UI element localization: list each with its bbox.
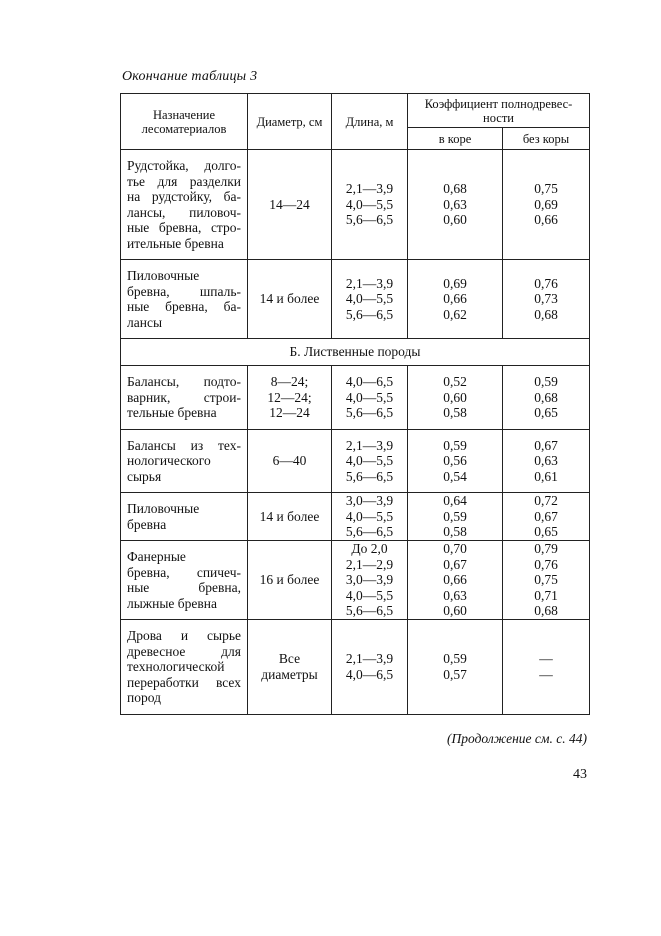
length-value: 4,0—5,5 [345, 196, 394, 212]
header-no-bark: без коры [503, 128, 590, 150]
diameter-value: 16 и более [259, 572, 320, 588]
coef-bark-values [408, 620, 503, 715]
table-caption: Окончание таблицы 3 [122, 69, 258, 84]
coef-no-bark-value: 0,79 [534, 541, 558, 557]
diameter-value: 12—24; [267, 389, 312, 405]
coef-bark-value: 0,70 [443, 541, 467, 557]
length-value: 4,0—5,5 [345, 389, 394, 405]
timber-purpose-line: переработки всех [127, 674, 241, 690]
diameter-values [248, 429, 332, 493]
coef-no-bark-value: 0,68 [534, 306, 558, 322]
length-value: 5,6—6,5 [345, 212, 394, 228]
coef-no-bark-value: 0,76 [534, 275, 558, 291]
table-row [121, 366, 590, 430]
timber-purpose-line: технологической [127, 659, 225, 674]
coef-no-bark-values [503, 366, 590, 430]
timber-purpose-line: пород [127, 690, 161, 705]
coef-no-bark-value: 0,67 [534, 437, 558, 453]
header-bark: в коре [408, 128, 503, 150]
length-value: 4,0—5,5 [345, 587, 394, 603]
length-value: 2,1—2,9 [345, 556, 394, 572]
length-value: 4,0—5,5 [345, 508, 394, 524]
coef-bark-value: 0,56 [443, 453, 467, 468]
continuation-note: (Продолжение см. с. 44) [447, 731, 587, 746]
page-number: 43 [573, 767, 587, 782]
coef-bark-value: 0,52 [443, 374, 467, 389]
diameter-values [248, 366, 332, 430]
length-value: 5,6—6,5 [345, 603, 394, 619]
timber-purpose [121, 150, 248, 260]
length-value: 2,1—3,9 [345, 651, 394, 667]
coef-bark-value: 0,66 [443, 291, 467, 307]
length-values [332, 150, 408, 260]
length-value: 4,0—6,5 [345, 374, 394, 389]
coef-bark-value: 0,60 [443, 603, 467, 619]
timber-purpose-line: бревна, спичеч- [127, 564, 241, 580]
section-row [121, 339, 590, 366]
coef-no-bark-values [503, 260, 590, 339]
diameter-values [248, 620, 332, 715]
coef-bark-value: 0,68 [443, 181, 467, 197]
length-values [332, 260, 408, 339]
length-value: 5,6—6,5 [345, 405, 394, 420]
timber-purpose-line: Фанерные [127, 549, 186, 564]
coef-bark-value: 0,59 [443, 651, 467, 667]
length-value: 4,0—6,5 [345, 666, 394, 682]
diameter-value: 8—24; [270, 374, 309, 389]
length-value: 4,0—5,5 [345, 453, 394, 468]
coef-no-bark-value: 0,59 [534, 374, 558, 389]
coef-no-bark-value: 0,65 [534, 524, 558, 540]
coef-bark-values [408, 260, 503, 339]
timber-purpose-line: лансы [127, 314, 163, 330]
table-row [121, 429, 590, 493]
diameter-value: диаметры [261, 666, 318, 682]
length-value: До 2,0 [351, 541, 388, 557]
coef-no-bark-value: 0,72 [534, 493, 558, 509]
timber-purpose-line: Балансы из тех- [127, 437, 241, 453]
coef-no-bark-value: 0,75 [534, 181, 558, 197]
coef-bark-value: 0,59 [443, 437, 467, 453]
timber-purpose-line: Дрова и сырье [127, 628, 241, 643]
timber-purpose [121, 620, 248, 715]
timber-purpose-line: Пиловочные [127, 268, 200, 283]
coef-no-bark-value: 0,69 [534, 196, 558, 212]
diameter-values [248, 541, 332, 620]
coef-no-bark-value: 0,73 [534, 291, 558, 307]
coef-bark-values [408, 150, 503, 260]
coef-no-bark-value: 0,68 [534, 389, 558, 405]
coef-bark-value: 0,60 [443, 212, 467, 228]
diameter-value: Все [278, 651, 301, 667]
table-row [121, 493, 590, 541]
timber-purpose-line: бревна, шпаль- [127, 283, 241, 299]
length-value: 2,1—3,9 [345, 181, 394, 197]
timber-purpose-line: древесное для [127, 643, 241, 659]
diameter-value: 14—24 [269, 196, 310, 212]
coef-no-bark-value: 0,71 [534, 587, 558, 603]
coef-no-bark-value: 0,65 [534, 405, 558, 420]
timber-purpose-line: варник, строи- [127, 389, 241, 405]
coef-bark-values [408, 541, 503, 620]
diameter-value: 6—40 [272, 453, 307, 468]
coef-no-bark-values [503, 541, 590, 620]
timber-purpose-line: ные бревна, ба- [127, 299, 241, 314]
length-values [332, 429, 408, 493]
coef-bark-value: 0,54 [443, 468, 467, 484]
diameter-value: 14 и более [259, 291, 320, 307]
diameter-value: 12—24 [269, 405, 310, 420]
timber-purpose-line: сырья [127, 468, 162, 484]
coef-no-bark-value: 0,66 [534, 212, 558, 228]
timber-purpose [121, 493, 248, 541]
timber-purpose-line: на рудстойку, ба- [127, 189, 241, 204]
coef-bark-values [408, 366, 503, 430]
table-row [121, 541, 590, 620]
coef-bark-value: 0,67 [443, 556, 467, 572]
coef-no-bark-values [503, 429, 590, 493]
coef-no-bark-value: — [539, 651, 553, 667]
coef-bark-values [408, 493, 503, 541]
timber-purpose-line: лансы, пиловоч- [127, 204, 241, 220]
timber-purpose-line: лыжные бревна [127, 595, 217, 611]
timber-purpose-line: нологического [127, 453, 211, 468]
coef-no-bark-value: — [539, 666, 553, 682]
table-row [121, 260, 590, 339]
table-row [121, 620, 590, 715]
length-values [332, 541, 408, 620]
timber-purpose [121, 541, 248, 620]
timber-purpose-line: бревна [127, 516, 167, 532]
timber-purpose [121, 429, 248, 493]
header-coefficient: Коэффициент полнодревес-ности [408, 94, 590, 128]
table-row [121, 150, 590, 260]
timber-purpose-line: ительные бревна [127, 235, 224, 251]
length-value: 5,6—6,5 [345, 306, 394, 322]
timber-purpose-line: ные бревна, стро- [127, 220, 241, 235]
coef-bark-value: 0,64 [443, 493, 467, 509]
timber-purpose-line: Рудстойка, долго- [127, 158, 241, 173]
header-length: Длина, м [332, 94, 408, 150]
coef-bark-value: 0,57 [443, 666, 467, 682]
length-values [332, 366, 408, 430]
coef-bark-value: 0,66 [443, 572, 467, 588]
timber-purpose-line: ные бревна, [127, 580, 241, 595]
diameter-values [248, 260, 332, 339]
length-value: 5,6—6,5 [345, 524, 394, 540]
header-diameter: Диаметр, см [248, 94, 332, 150]
header-name: Назначение лесоматериалов [121, 94, 248, 150]
coef-no-bark-value: 0,76 [534, 556, 558, 572]
diameter-value: 14 и более [259, 508, 320, 524]
coef-bark-value: 0,58 [443, 524, 467, 540]
coef-no-bark-value: 0,63 [534, 453, 558, 468]
coef-bark-value: 0,62 [443, 306, 467, 322]
length-value: 5,6—6,5 [345, 468, 394, 484]
length-values [332, 493, 408, 541]
coef-no-bark-values [503, 150, 590, 260]
coef-no-bark-values [503, 493, 590, 541]
coef-bark-value: 0,69 [443, 275, 467, 291]
coef-no-bark-value: 0,67 [534, 508, 558, 524]
coef-bark-value: 0,60 [443, 389, 467, 405]
length-value: 2,1—3,9 [345, 437, 394, 453]
length-value: 3,0—3,9 [345, 572, 394, 588]
timber-purpose-line: тельные бревна [127, 405, 217, 420]
diameter-values [248, 150, 332, 260]
length-value: 3,0—3,9 [345, 493, 394, 509]
coef-bark-value: 0,59 [443, 508, 467, 524]
coef-no-bark-value: 0,68 [534, 603, 558, 619]
coefficient-table [120, 93, 590, 715]
coef-bark-values [408, 429, 503, 493]
length-values [332, 620, 408, 715]
length-value: 4,0—5,5 [345, 291, 394, 307]
timber-purpose-line: Балансы, подто- [127, 374, 241, 389]
diameter-values [248, 493, 332, 541]
coef-bark-value: 0,63 [443, 587, 467, 603]
coef-no-bark-values [503, 620, 590, 715]
timber-purpose-line: Пиловочные [127, 501, 200, 516]
coef-bark-value: 0,58 [443, 405, 467, 420]
timber-purpose [121, 260, 248, 339]
timber-purpose [121, 366, 248, 430]
section-title: Б. Лиственные породы [121, 339, 590, 366]
coef-bark-value: 0,63 [443, 196, 467, 212]
coef-no-bark-value: 0,61 [534, 468, 558, 484]
length-value: 2,1—3,9 [345, 275, 394, 291]
coef-no-bark-value: 0,75 [534, 572, 558, 588]
timber-purpose-line: тье для разделки [127, 173, 241, 189]
